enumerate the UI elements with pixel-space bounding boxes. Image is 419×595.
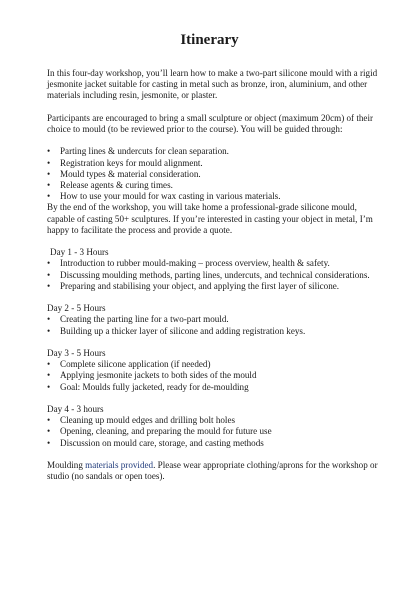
page-title: Itinerary bbox=[180, 32, 239, 48]
list-item: • Introduction to rubber mould-making – process overview, health & safety. bbox=[47, 258, 382, 269]
list-item: • Mould types & material consideration. bbox=[47, 169, 382, 180]
day-3-section bbox=[47, 348, 382, 393]
guided-topics-list bbox=[47, 146, 382, 202]
day-heading: Day 1 - 3 Hours bbox=[50, 247, 109, 258]
closing-prefix: Moulding bbox=[47, 460, 86, 470]
list-item: • Registration keys for mould alignment. bbox=[47, 158, 382, 169]
day-2-section bbox=[47, 303, 382, 337]
participants-paragraph: Participants are encouraged to bring a small sculpture or object (maximum 20cm) of their choice to mould (to be reviewed prior to the course). You will be guided through: bbox=[47, 112, 374, 134]
day-heading: Day 2 - 5 Hours bbox=[47, 303, 106, 314]
day-4-list bbox=[47, 415, 382, 449]
document-body bbox=[47, 68, 382, 494]
list-item: • Building up a thicker layer of silicone and adding registration keys. bbox=[47, 326, 382, 337]
intro-paragraph: In this four-day workshop, you’ll learn how to make a two-part silicone mould with a rigid jesmonite jacket suitable for casting in metal such as bronze, iron, aluminium, and other materials including resin, jesmonite, or plaster. bbox=[47, 68, 378, 101]
list-item: • Discussing moulding methods, parting lines, undercuts, and technical considerations. bbox=[47, 270, 382, 281]
list-item: • Goal: Moulds fully jacketed, ready for de-moulding bbox=[47, 382, 382, 393]
list-item: • Discussion on mould care, storage, and casting methods bbox=[47, 438, 382, 449]
list-item: • Complete silicone application (if needed) bbox=[47, 359, 382, 370]
list-item: • Preparing and stabilising your object, and applying the first layer of silicone. bbox=[47, 281, 382, 292]
day-1-list bbox=[47, 258, 382, 292]
day-heading: Day 3 - 5 Hours bbox=[47, 348, 106, 358]
list-item: • Parting lines & undercuts for clean separation. bbox=[47, 146, 382, 157]
day-2-list bbox=[47, 314, 382, 336]
list-item: • Release agents & curing times. bbox=[47, 180, 382, 191]
outcome-paragraph: By the end of the workshop, you will take home a professional-grade silicone mould, capable of casting 50+ sculptures. If you’re interested in casting your object in metal, I’m happy to facilitate the process and provide a quote. bbox=[47, 202, 373, 235]
list-item: • How to use your mould for wax casting in various materials. bbox=[47, 191, 382, 202]
list-item: • Creating the parting line for a two-part mould. bbox=[47, 314, 382, 325]
day-3-list bbox=[47, 359, 382, 393]
closing-paragraph bbox=[47, 460, 382, 482]
materials-provided-link[interactable]: materials provided bbox=[85, 460, 154, 470]
closing-suffix: . Please wear appropriate clothing/aprons for the workshop or studio (no sandals or open toes). bbox=[47, 460, 378, 482]
list-item: • Cleaning up mould edges and drilling bolt holes bbox=[47, 415, 382, 426]
day-4-section bbox=[47, 404, 382, 449]
day-heading: Day 4 - 3 hours bbox=[47, 404, 104, 414]
list-item: • Opening, cleaning, and preparing the mould for future use bbox=[47, 426, 382, 437]
list-item: • Applying jesmonite jackets to both sides of the mould bbox=[47, 370, 382, 381]
day-1-section bbox=[47, 247, 382, 292]
